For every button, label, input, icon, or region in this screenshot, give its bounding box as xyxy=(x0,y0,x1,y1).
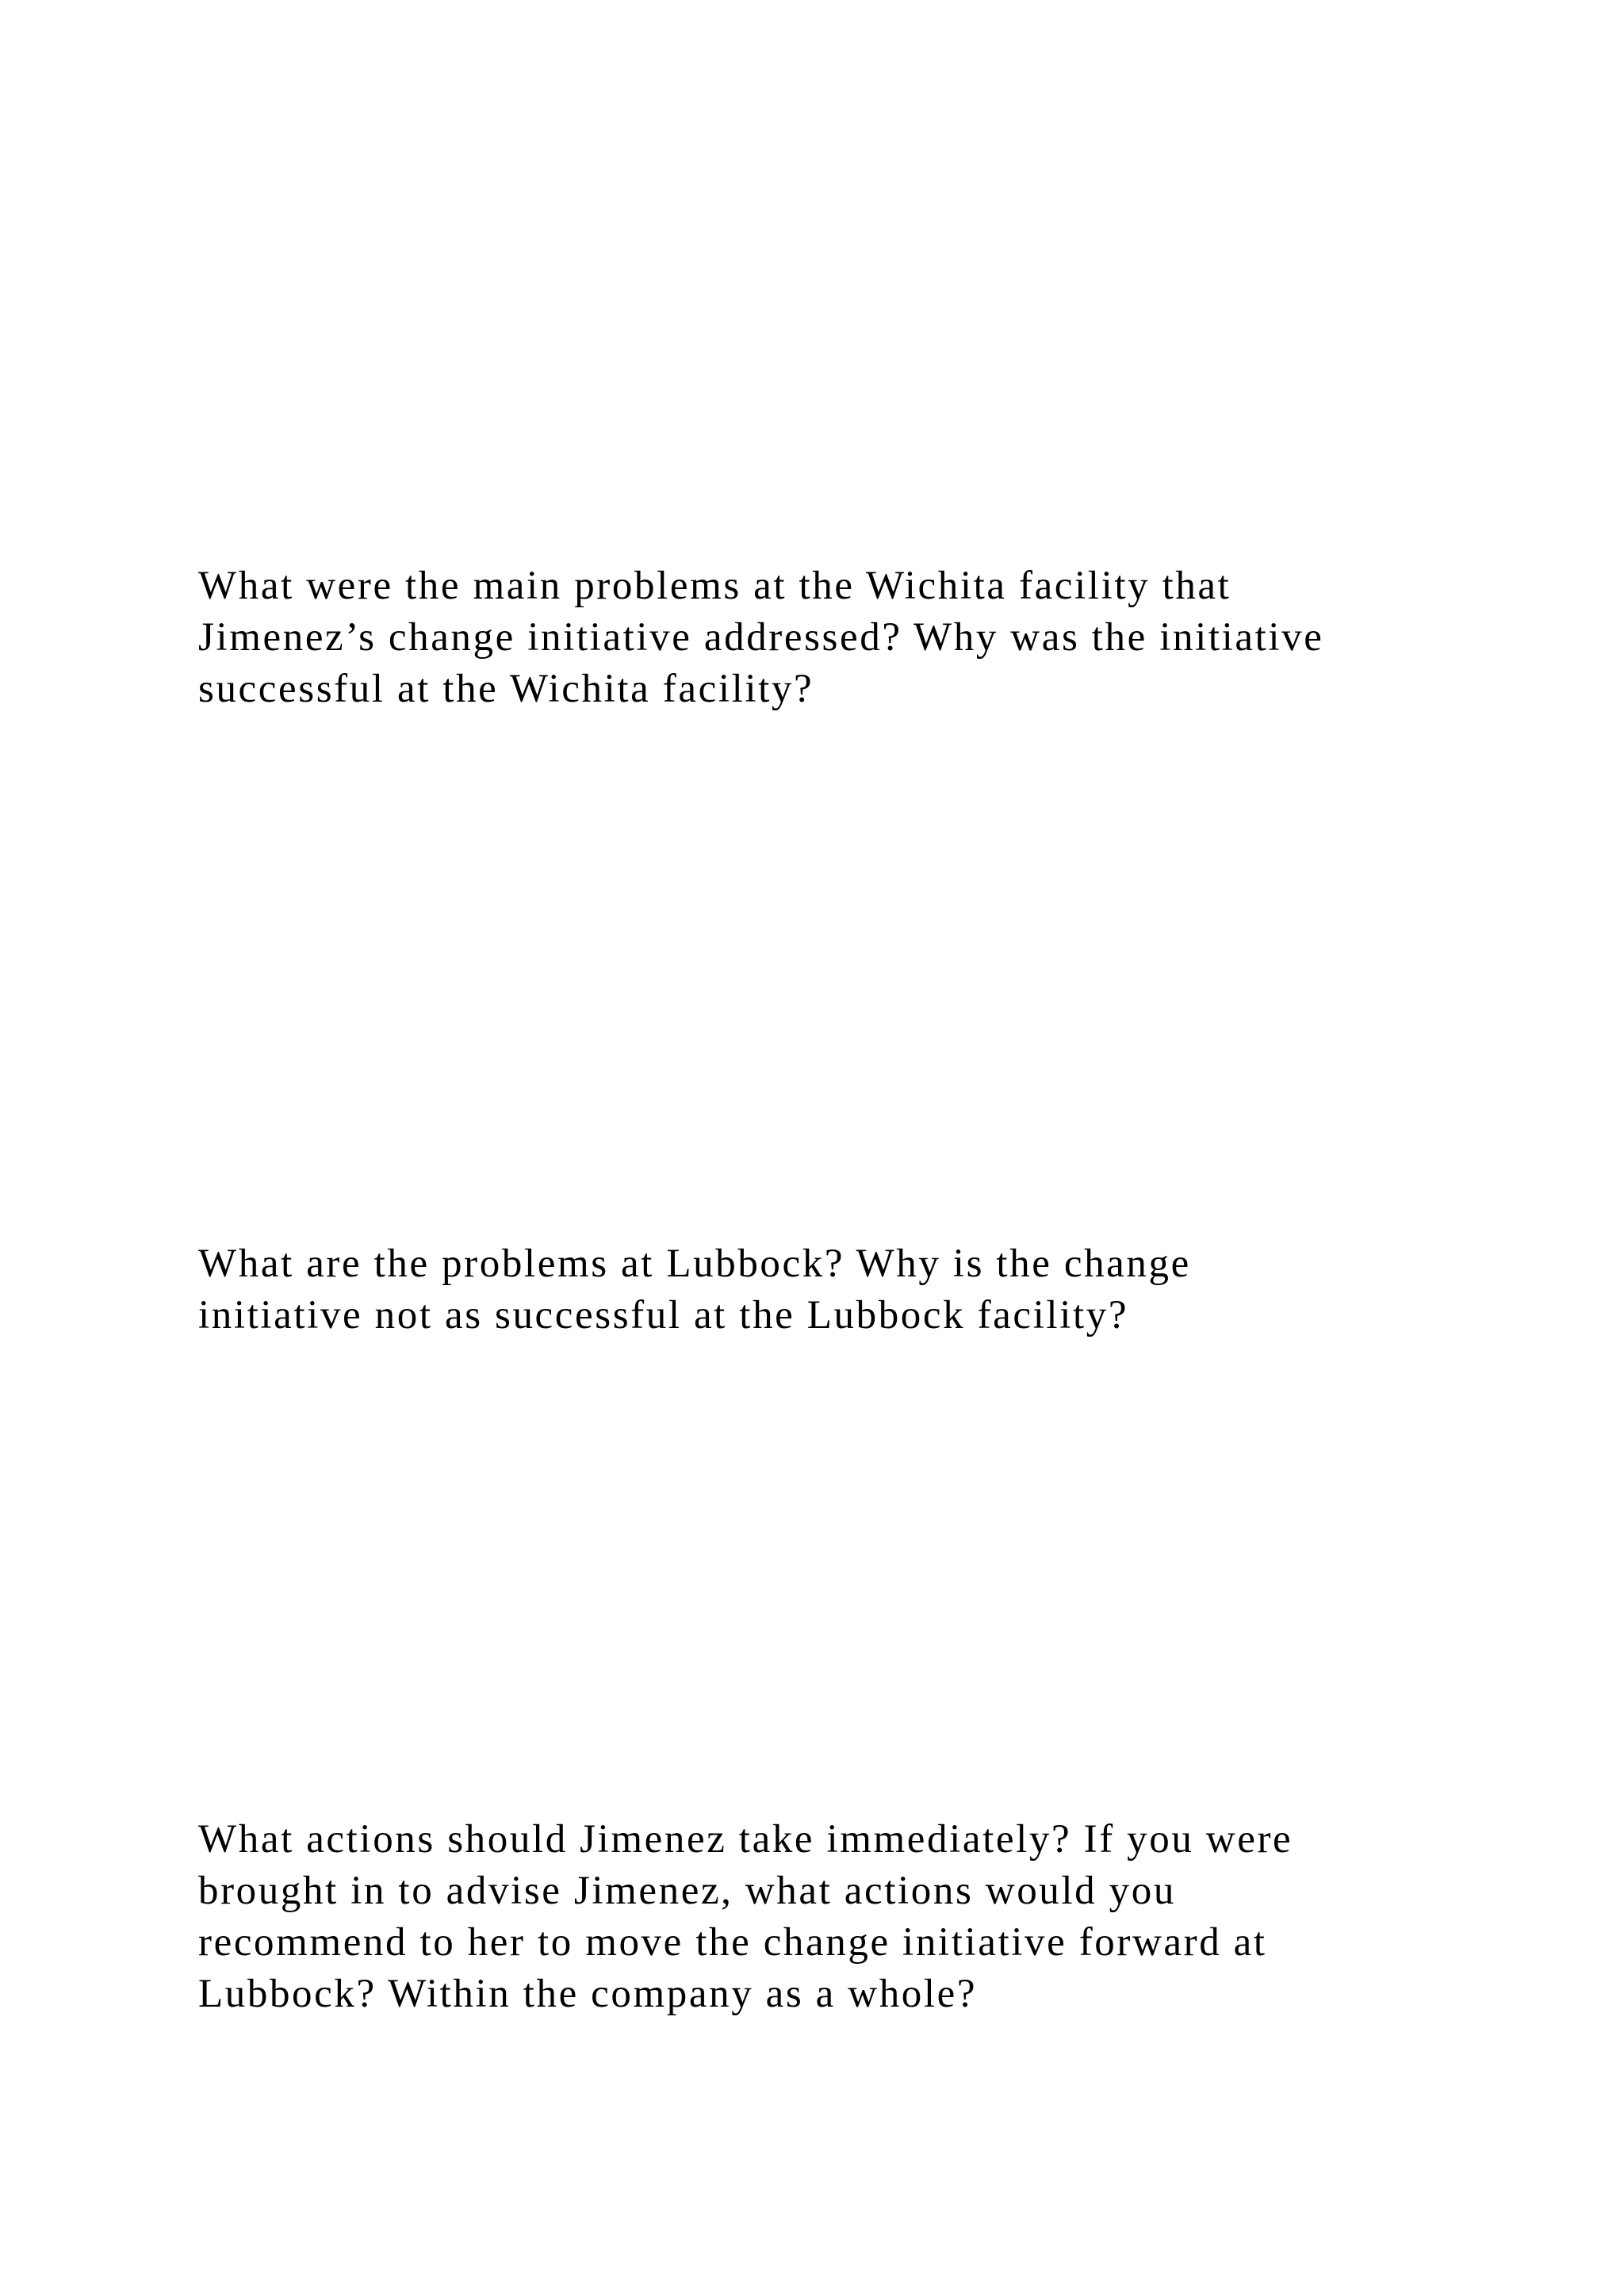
question-1-line-1: What were the main problems at the Wichita facility that xyxy=(198,564,1231,608)
question-3-line-3: recommend to her to move the change initiative forward at xyxy=(198,1920,1267,1965)
question-2 xyxy=(198,1238,1467,1341)
question-3 xyxy=(198,1814,1467,2020)
question-2-line-1: What are the problems at Lubbock? Why is the change xyxy=(198,1242,1191,1286)
question-1 xyxy=(198,561,1467,715)
question-2-line-2: initiative not as successful at the Lubbock facility? xyxy=(198,1293,1129,1337)
question-1-line-3: successful at the Wichita facility? xyxy=(198,667,814,711)
question-1-line-2: Jimenez’s change initiative addressed? Why was the initiative xyxy=(198,615,1324,660)
question-3-line-1: What actions should Jimenez take immediately? If you were xyxy=(198,1817,1293,1862)
question-3-line-2: brought in to advise Jimenez, what actions would you xyxy=(198,1869,1176,1913)
question-3-line-4: Lubbock? Within the company as a whole? xyxy=(198,1972,978,2016)
